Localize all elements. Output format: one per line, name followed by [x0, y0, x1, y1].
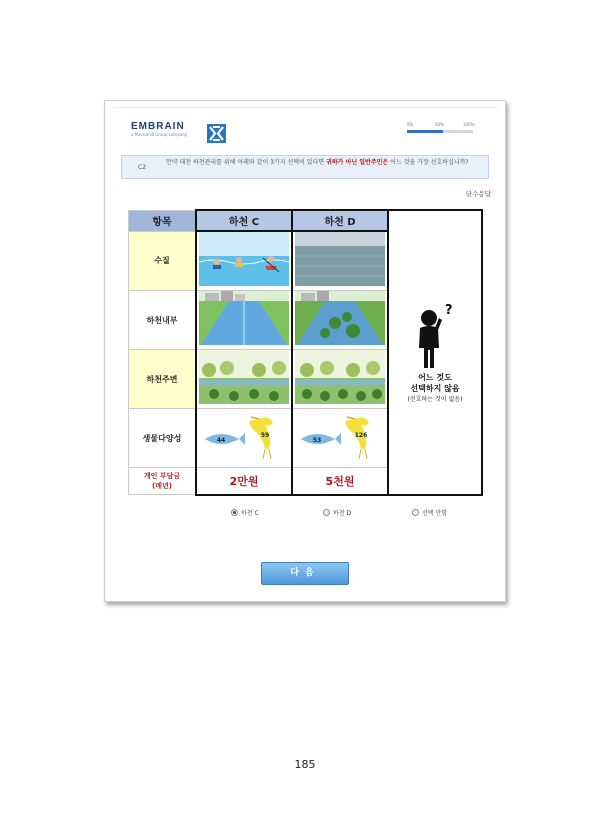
row-label-cost: [129, 468, 197, 495]
none-option-sub: (선호하는 것이 없음): [407, 395, 463, 403]
header-item: 항목: [129, 210, 197, 231]
row-label-water: 수질: [129, 231, 197, 291]
progress-label-100: 100%: [463, 122, 475, 127]
radio-option-c-label: 하천 C: [241, 510, 259, 517]
svg-text:?: ?: [445, 302, 453, 318]
progress-label-0: 0%: [407, 122, 414, 127]
top-divider: [113, 107, 497, 108]
row-label-biodiversity: 생물다양성: [129, 409, 197, 468]
radio-option-none-label: 선택 안함: [422, 510, 448, 517]
cost-c: 2만원: [196, 468, 292, 495]
question-box: [121, 155, 489, 179]
biodiversity-c: [196, 409, 292, 468]
radio-option-d-circle[interactable]: [323, 509, 330, 516]
radio-option-d[interactable]: [323, 508, 351, 517]
cost-d: 5천원: [292, 468, 388, 495]
water-quality-c-image: [196, 231, 292, 291]
riverside-d-image: [292, 350, 388, 409]
next-button[interactable]: 다음: [261, 562, 349, 585]
brand-name: EMBRAIN: [131, 121, 185, 132]
survey-frame: [104, 100, 506, 602]
inner-river-c-image: [196, 291, 292, 350]
cost-label-line1: 개인 부담금: [143, 472, 181, 480]
header-option-d: 하천 D: [292, 210, 388, 231]
question-text-after: 어느 것을 가장 선호하십니까?: [388, 159, 469, 166]
brand-tagline: a Macromill Group company: [131, 132, 188, 137]
radio-option-c[interactable]: [231, 508, 259, 517]
progress-track: [407, 130, 473, 133]
header-option-c: 하천 C: [196, 210, 292, 231]
none-option-line1: 어느 것도: [418, 372, 452, 382]
biodiversity-d-fish-count: 53: [312, 437, 322, 444]
progress-label-50: 50%: [435, 122, 444, 127]
radio-option-d-label: 하천 D: [333, 510, 352, 517]
thinking-person-icon: [389, 302, 481, 372]
water-quality-d-image: [292, 231, 388, 291]
question-highlight: 귀하가 아닌 일반주민은: [326, 159, 389, 166]
radio-option-none-circle[interactable]: [412, 509, 419, 516]
progress-fill: [407, 130, 443, 133]
radio-option-none[interactable]: [412, 508, 447, 517]
row-label-inner-river: 하천내부: [129, 291, 197, 350]
question-text: [166, 159, 482, 168]
biodiversity-c-bird-count: 59: [260, 432, 270, 439]
radio-option-c-circle[interactable]: [231, 509, 238, 516]
choice-table: [128, 209, 483, 496]
row-label-riverside: 하천주변: [129, 350, 197, 409]
none-option-cell: [388, 210, 482, 495]
none-option-line2: 선택하지 않음: [410, 383, 460, 393]
answer-type-label: 단수응답: [465, 190, 491, 198]
page-number: 185: [294, 758, 316, 771]
brand-logo: [131, 121, 187, 137]
cost-label-line2: (매년): [152, 482, 172, 490]
biodiversity-d-bird-count: 126: [354, 432, 368, 439]
riverside-c-image: [196, 350, 292, 409]
question-text-before: 만약 대천 하천관리를 위해 아래와 같이 3가지 선택이 있다면: [166, 159, 327, 166]
progress-indicator: [407, 122, 477, 128]
biodiversity-d: [292, 409, 388, 468]
brand-mark-icon: [207, 124, 226, 143]
biodiversity-c-fish-count: 44: [216, 437, 226, 444]
inner-river-d-image: [292, 291, 388, 350]
question-number: C2: [138, 164, 147, 171]
